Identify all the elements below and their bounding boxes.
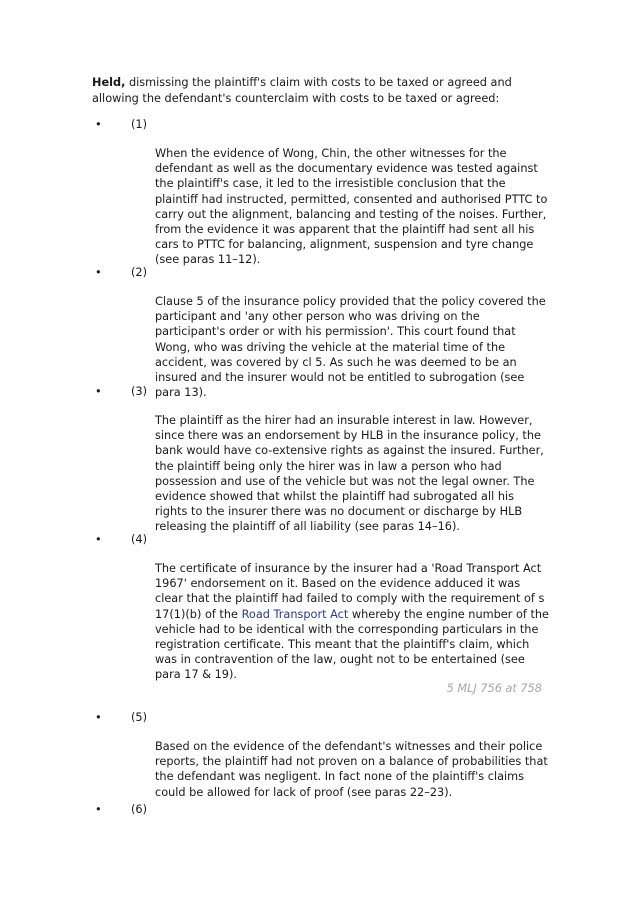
bullet-icon: • bbox=[95, 803, 102, 816]
bullet-icon: • bbox=[95, 385, 102, 398]
list-item-3-marker bbox=[95, 384, 147, 400]
bullet-icon: • bbox=[95, 711, 102, 724]
item-number: (1) bbox=[131, 118, 148, 131]
list-item-2-marker bbox=[95, 265, 147, 281]
item-number: (6) bbox=[131, 803, 148, 816]
list-item-5-marker bbox=[95, 710, 147, 726]
list-item-5-text: Based on the evidence of the defendant's witnesses and their police reports, the plaintiff had not proven on a balance of probabilities that the defendant was negligent. In fact none of the plaintiff's claims could be allowed for lack of proof (see paras 22–23). bbox=[155, 740, 548, 799]
bullet-icon: • bbox=[95, 266, 102, 279]
item-number: (5) bbox=[131, 711, 148, 724]
list-item-2-text: Clause 5 of the insurance policy provided that the policy covered the participant and 'any other person who was driving on the participant's order or with his permission'. This court found that Wong, who was driving the vehicle at the material time of the accident, was covered by cl 5. As such he was deemed to be an insured and the insurer would not be entitled to subrogation (see para 13). bbox=[155, 295, 546, 400]
held-paragraph bbox=[92, 75, 562, 107]
item-number: (4) bbox=[131, 533, 148, 546]
list-item-6-marker bbox=[95, 802, 147, 818]
held-text: dismissing the plaintiff's claim with costs to be taxed or agreed and allowing the defendant's counterclaim with costs to be taxed or agreed: bbox=[92, 76, 512, 105]
road-transport-act-link[interactable]: Road Transport Act bbox=[241, 607, 349, 621]
list-item-3-text: The plaintiff as the hirer had an insurable interest in law. However, since there was an endorsement by HLB in the insurance policy, the bank would have co-extensive rights as against the insured. Further, the plaintiff being only the hirer was in law a person who had possession and use of the vehicle but was not the legal owner. The evidence showed that whilst the plaintiff had subrogated all his rights to the insurer there was no document or discharge by HLB releasing the plaintiff of all liability (see paras 14–16). bbox=[155, 414, 544, 534]
bullet-icon: • bbox=[95, 533, 102, 546]
list-item-4-marker bbox=[95, 532, 147, 548]
list-item-1-text: When the evidence of Wong, Chin, the other witnesses for the defendant as well as the documentary evidence was tested against the plaintiff's case, it led to the irresistible conclusion that the plaintiff had instructed, permitted, consented and authorised PTTC to carry out the alignment, balancing and testing of the noises. Further, from the evidence it was apparent that the plaintiff had sent all his cars to PTTC for balancing, alignment, suspension and tyre change (see paras 11–12). bbox=[155, 147, 548, 267]
item-number: (2) bbox=[131, 266, 148, 279]
item-4-text-after: whereby the engine number of the vehicle had to be identical with the corresponding particulars in the registration certificate. This meant that the plaintiff's claim, which was in contravention of the law, ought not to be entertained (see para 17 & 19). bbox=[155, 607, 549, 682]
page-citation: 5 MLJ 756 at 758 bbox=[446, 682, 542, 695]
list-item-4-text bbox=[155, 561, 550, 683]
item-4-text-before: The certificate of insurance by the insurer had a 'Road Transport Act 1967' endorsement on it. Based on the evidence adduced it was clear that the plaintiff had failed to comply with the requirement of s 17(1)(b) of the bbox=[155, 562, 545, 621]
list-item-1-marker bbox=[95, 117, 147, 133]
held-label: Held, bbox=[92, 76, 126, 89]
bullet-icon: • bbox=[95, 118, 102, 131]
item-number: (3) bbox=[131, 385, 148, 398]
